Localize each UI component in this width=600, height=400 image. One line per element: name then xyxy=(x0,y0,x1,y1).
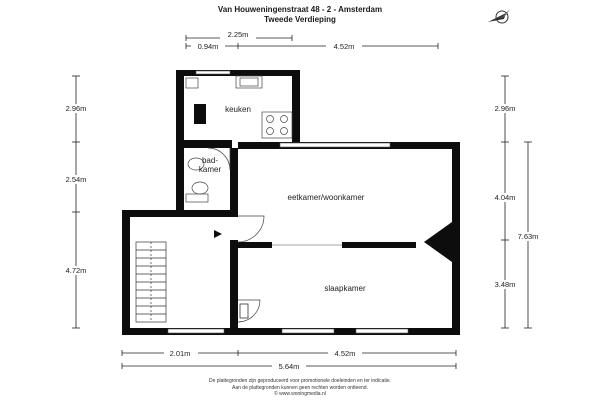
footer-line-1: De plattegronden zijn geproduceerd voor promotionele doeleinden en ter indicatie. xyxy=(208,378,392,384)
dim-top-mid: 2.25m xyxy=(227,30,249,39)
chimney xyxy=(424,222,452,262)
footer-line-2: Aan de plattegronden kunnen geen rechten worden ontleend. xyxy=(232,384,368,391)
dim-bottom-left: 2.01m xyxy=(169,349,191,358)
staircase xyxy=(136,242,166,322)
dim-right-total: 7.63m xyxy=(517,232,539,241)
room-label-keuken: keuken xyxy=(225,105,251,114)
dim-left-mid: 2.54m xyxy=(65,175,87,184)
walls xyxy=(122,70,460,335)
footer-disclaimer xyxy=(130,378,470,398)
dim-left-top: 2.96m xyxy=(65,104,87,113)
doors xyxy=(208,148,342,322)
dim-bottom-total: 5.64m xyxy=(278,362,300,371)
stair-arrow-icon xyxy=(214,230,222,238)
room-label-badkamer-2: kamer xyxy=(198,165,222,174)
room-label-woonkamer: eetkamer/woonkamer xyxy=(287,193,365,202)
room-label-badkamer-1: bad- xyxy=(201,156,219,165)
dimension-lines xyxy=(72,35,532,369)
dim-top-right: 4.52m xyxy=(333,42,355,51)
address-title: Van Houweningenstraat 48 - 2 - Amsterdam xyxy=(217,5,383,14)
dim-left-bottom: 4.72m xyxy=(65,266,87,275)
meter-cabinet xyxy=(240,304,248,318)
dim-right-mid: 4.04m xyxy=(494,193,516,202)
dim-bottom-right: 4.52m xyxy=(334,349,356,358)
floor-title: Tweede Verdieping xyxy=(264,15,336,24)
footer-line-3: © www.woningmedia.nl xyxy=(274,391,326,397)
compass-icon xyxy=(488,9,510,23)
dim-top-inner: 0.94m xyxy=(197,42,219,51)
room-label-slaapkamer: slaapkamer xyxy=(324,284,366,293)
fridge xyxy=(194,104,206,124)
dim-right-bottom: 3.48m xyxy=(494,280,516,289)
dim-right-top: 2.96m xyxy=(494,104,516,113)
